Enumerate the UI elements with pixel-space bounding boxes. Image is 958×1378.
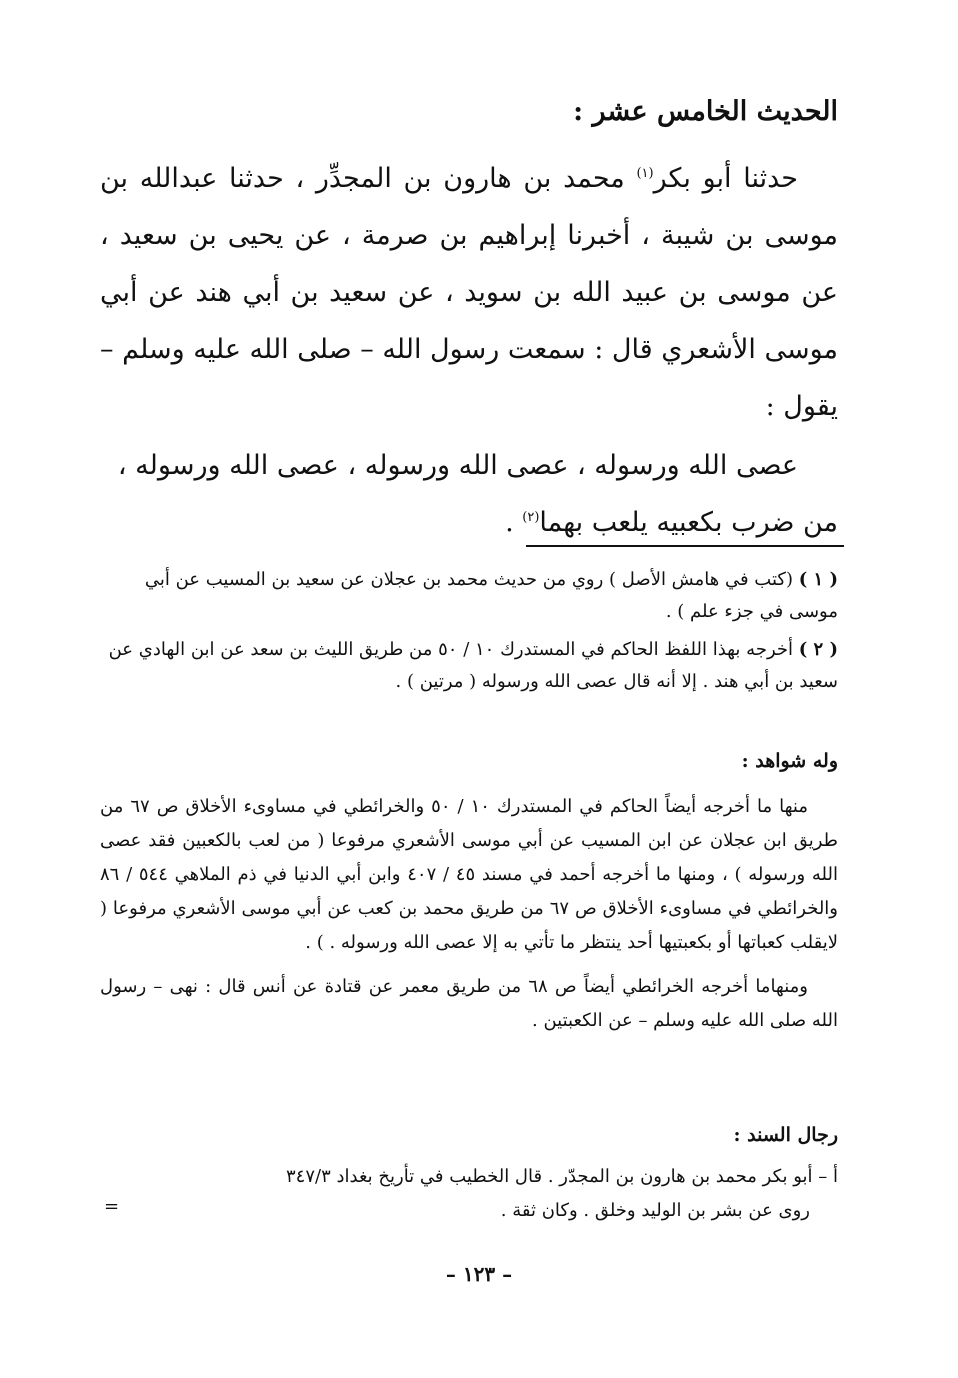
footnotes bbox=[100, 564, 838, 704]
rijal-line: روى عن بشر بن الوليد وخلق . وكان ثقة . bbox=[500, 1200, 810, 1221]
footnote-text: أخرجه بهذا اللفظ الحاكم في المستدرك ١٠ / ٥٠ من طريق الليث بن سعد عن ابن الهادي عن سعيد بن أبي هند . إلا أنه قال عصى الله ورسوله ( مرتين ) . bbox=[108, 639, 838, 692]
rijal-line: أ – أبو بكر محمد بن هارون بن المجدّر . قال الخطيب في تأريخ بغداد ٣٤٧/٣ bbox=[286, 1166, 838, 1187]
isnad-paragraph bbox=[100, 150, 838, 435]
matn-text: عصى الله ورسوله ، عصى الله ورسوله ، عصى الله ورسوله ، من ضرب بكعبيه يلعب بهما bbox=[117, 450, 838, 538]
hadith-heading: الحديث الخامس عشر : bbox=[573, 96, 838, 127]
continuation-mark: = bbox=[104, 1196, 120, 1217]
footnote-text: (كتب في هامش الأصل ) روي من حديث محمد بن عجلان عن سعيد بن المسيب عن أبي موسى في جزء علم ) . bbox=[144, 569, 838, 622]
isnad-text-rest: محمد بن هارون بن المجدِّر ، حدثنا عبدالله بن موسى بن شيبة ، أخبرنا إبراهيم بن صرمة ، عن يحيى بن سعيد ، عن موسى بن عبيد الله بن سويد ، عن سعيد بن أبي هند عن أبي موسى الأشعري قال : سمعت رسول الله – صلى الله عليه وسلم – يقول : bbox=[100, 163, 838, 422]
footnote-ref-2[interactable]: (٢) bbox=[522, 510, 540, 525]
matn-paragraph bbox=[100, 437, 838, 551]
shawahid-title: وله شواهد : bbox=[741, 750, 838, 772]
rijal-title: رجال السند : bbox=[733, 1124, 838, 1146]
shawahid-paragraph: ومنهاما أخرجه الخرائطي أيضاً ص ٦٨ من طريق معمر عن قتادة عن أنس قال : نهى – رسول الله صلى الله عليه وسلم – عن الكعبتين . bbox=[100, 976, 838, 1031]
footnote-ref-1[interactable]: (١) bbox=[636, 166, 654, 181]
shawahid-paragraph: منها ما أخرجه أيضاً الحاكم في المستدرك ١٠ / ٥٠ والخرائطي في مساوىء الأخلاق ص ٦٧ من طريق ابن عجلان عن ابن المسيب عن أبي موسى الأشعري مرفوعا ( من لعب بالكعبين فقد عصى الله ورسوله ) ، ومنها ما أخرجه أحمد في مسند ٤٥ / ٤٠٧ وابن أبي الدنيا في ذم الملاهي ٥٤٤ / ٨٦ والخرائطي في مساوىء الأخلاق ص ٦٧ من طريق محمد بن كعب عن أبي موسى الأشعري مرفوعا ( لايقلب كعباتها أو بكعبتيها أحد ينتظر ما تأتي به إلا عصى الله ورسوله . ) . bbox=[100, 796, 839, 953]
matn-end: . bbox=[505, 507, 523, 538]
footnote-mark: ( ٢ ) bbox=[798, 639, 838, 660]
footnote-divider bbox=[526, 545, 844, 547]
page-number: – ١٢٣ – bbox=[445, 1262, 513, 1286]
footnote-mark: ( ١ ) bbox=[798, 569, 838, 590]
footnote-2 bbox=[100, 634, 838, 698]
rijal-body bbox=[100, 1160, 838, 1228]
footnote-1 bbox=[100, 564, 838, 628]
shawahid-body bbox=[100, 790, 838, 1048]
isnad-text-start: حدثنا أبو بكر bbox=[653, 163, 798, 194]
